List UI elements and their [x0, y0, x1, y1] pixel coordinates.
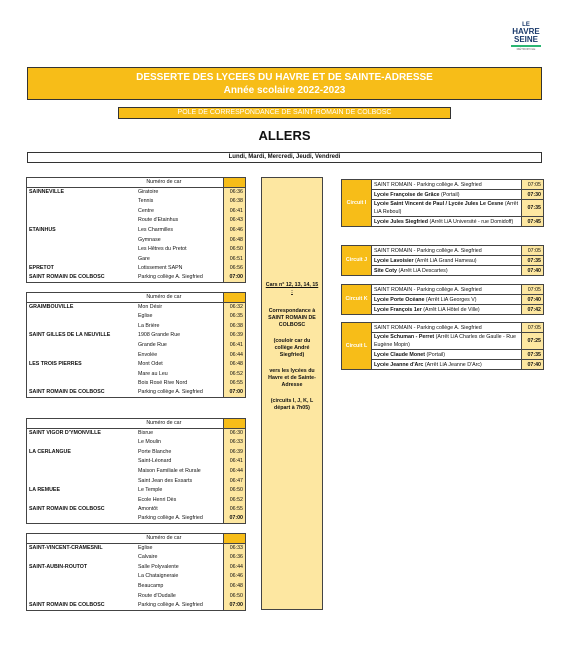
destination-name: SAINT ROMAIN - Parking collège A. Siegfried: [374, 247, 482, 254]
destination-name: Lycée François 1er: [374, 306, 422, 313]
arrival-time: 07:35: [522, 350, 544, 360]
stop-name: La Brière: [138, 322, 160, 329]
destination-name: Lycée Saint Vincent de Paul / Lycée Jules Le Cesne: [374, 201, 504, 207]
table-row: [27, 457, 246, 467]
stop-name: Mon Désir: [138, 304, 163, 311]
circuit-row: [342, 180, 544, 190]
table-row: [27, 331, 246, 341]
table-row: [27, 544, 246, 554]
town-name: [27, 197, 137, 207]
arrival-time: 07:40: [522, 295, 544, 305]
departure-time: 06:33: [223, 544, 245, 554]
departure-time: 06:33: [223, 438, 245, 448]
departure-time: 06:44: [223, 467, 245, 477]
stop-name: La Chataigneraie: [138, 573, 179, 580]
town-name: [27, 495, 137, 505]
destination: [372, 350, 522, 360]
table-row: [27, 429, 246, 439]
stop-name: Salle Polyvalente: [138, 563, 179, 570]
stop-name: Parking collège A. Siegfried: [136, 514, 223, 524]
stop-name: Bisrue: [138, 430, 154, 437]
car-number-cell: [223, 534, 245, 544]
timetable-block-4: [26, 533, 246, 611]
circuit-row: [342, 266, 544, 276]
circuit-l-table: [341, 322, 544, 370]
departure-time: 06:44: [223, 350, 245, 360]
table-row: [27, 495, 246, 505]
departure-time: 06:50: [223, 486, 245, 496]
car-number-header-row: [27, 534, 246, 544]
town-name: [27, 207, 137, 217]
stop-name: Maison Familiale et Rurale: [138, 467, 201, 474]
departure-time: 06:39: [223, 448, 245, 458]
stop-name: Saint Jean des Essarts: [138, 477, 193, 484]
town-name: SAINT VIGOR D'YMONVILLE: [27, 429, 137, 439]
page-title: DESSERTE DES LYCEES DU HAVRE ET DE SAINTE-ADRESSE: [136, 72, 433, 83]
town-name: SAINT ROMAIN DE COLBOSC: [27, 388, 137, 398]
town-name: [27, 254, 137, 264]
table-row: [27, 591, 246, 601]
timetable-block-3: [26, 418, 246, 524]
table-row: [27, 486, 246, 496]
destination-name: SAINT ROMAIN - Parking collège A. Siegfried: [374, 324, 482, 331]
circuit-row: [342, 350, 544, 360]
circuit-row: [342, 305, 544, 315]
circuits-departure: (circuits I, J, K, L départ à 7h05): [270, 398, 314, 411]
stop-name: Eglise: [138, 545, 153, 552]
car-number-cell: [223, 178, 245, 188]
destination-name: SAINT ROMAIN - Parking collège A. Siegfried: [374, 286, 482, 293]
departure-time: 06:48: [223, 582, 245, 592]
town-name: [27, 379, 137, 389]
departure-time: 06:48: [223, 235, 245, 245]
arrival-time: 07:05: [522, 246, 544, 256]
table-row: [27, 582, 246, 592]
arrival-time: 07:42: [522, 305, 544, 315]
table-row: [27, 245, 246, 255]
town-name: [27, 476, 137, 486]
departure-time: 07:00: [223, 601, 245, 611]
car-number-label: Numéro de car: [27, 534, 224, 544]
circuit-row: [342, 256, 544, 266]
circuit-row: [342, 190, 544, 200]
destination-stop: (Arrêt LiA Reboul): [374, 201, 519, 215]
stop-name: Le Temple: [138, 487, 163, 494]
arrival-time: 07:05: [522, 180, 544, 190]
town-name: ETAINHUS: [27, 226, 137, 236]
destination: [372, 305, 522, 315]
town-name: [27, 369, 137, 379]
circuit-row: [342, 360, 544, 370]
destination-name: Lycée Porte Océane: [374, 296, 425, 303]
title-banner: [27, 67, 542, 100]
correspondance-panel: [261, 177, 323, 610]
arrival-time: 07:30: [522, 190, 544, 200]
stop-name: Envolée: [138, 351, 158, 358]
town-name: [27, 322, 137, 332]
circuit-label: Circuit I: [342, 180, 372, 227]
table-row: [27, 448, 246, 458]
school-year: Année scolaire 2022-2023: [223, 85, 346, 96]
stop-name: Route d'Etainhus: [138, 217, 179, 224]
destination-stop: (Arrêt LiA Charles de Gaulle - Rue Eugène Mopin): [374, 334, 516, 348]
circuit-row: [342, 333, 544, 350]
departure-time: 06:48: [223, 360, 245, 370]
departure-time: 06:38: [223, 322, 245, 332]
departure-time: 06:50: [223, 245, 245, 255]
table-row: [27, 388, 246, 398]
logo-line-4: MÉTROPOLE: [516, 47, 536, 51]
destination: [372, 190, 522, 200]
table-row: [27, 341, 246, 351]
table-row: [27, 505, 246, 515]
departure-time: 06:41: [223, 457, 245, 467]
table-row: [27, 312, 246, 322]
stop-name: Parking collège A. Siegfried: [136, 388, 223, 398]
departure-time: 06:52: [223, 369, 245, 379]
departure-time: 06:39: [223, 331, 245, 341]
town-name: [27, 350, 137, 360]
stop-name: Amontôt: [138, 506, 158, 513]
destination-name: Lycée Jules Siegfried: [374, 218, 428, 225]
arrival-time: 07:40: [522, 266, 544, 276]
departure-time: 06:36: [223, 188, 245, 198]
circuit-row: [342, 295, 544, 305]
couloir-text: (couloir car du collège André Siegfried): [273, 338, 311, 358]
table-row: [27, 379, 246, 389]
departure-time: 06:50: [223, 591, 245, 601]
stop-name: Parking collège A. Siegfried: [136, 601, 223, 611]
stop-name: Porte Blanche: [138, 448, 172, 455]
table-row: [27, 553, 246, 563]
table-row: [27, 226, 246, 236]
town-name: SAINT GILLES DE LA NEUVILLE: [27, 331, 137, 341]
car-number-label: Numéro de car: [27, 293, 224, 303]
timetable-block-1: [26, 177, 246, 283]
stop-name: Les Charmilles: [138, 226, 174, 233]
town-name: [27, 553, 137, 563]
car-number-label: Numéro de car: [27, 419, 224, 429]
stop-name: Mare au Leu: [138, 370, 168, 377]
departure-time: 06:47: [223, 476, 245, 486]
town-name: SAINT ROMAIN DE COLBOSC: [27, 505, 137, 515]
table-row: [27, 601, 246, 611]
stop-name: Lotissement SAPN: [138, 265, 183, 272]
table-row: [27, 369, 246, 379]
town-name: LA CERLANGUE: [27, 448, 137, 458]
town-name: [27, 235, 137, 245]
havre-seine-logo: [506, 22, 546, 62]
table-row: [27, 438, 246, 448]
arrival-time: 07:35: [522, 256, 544, 266]
hub-subtitle: POLE DE CORRESPONDANCE DE SAINT-ROMAIN DE COLBOSC: [118, 107, 451, 119]
table-row: [27, 360, 246, 370]
destination-name: Lycée Jeanne d'Arc: [374, 361, 424, 368]
table-row: [27, 514, 246, 524]
car-number-header-row: [27, 419, 246, 429]
table-row: [27, 254, 246, 264]
table-row: [27, 216, 246, 226]
table-row: [27, 197, 246, 207]
departure-time: 06:51: [223, 254, 245, 264]
stop-name: Parking collège A. Siegfried: [136, 273, 223, 283]
destination: [372, 266, 522, 276]
destination-name: Lycée Schuman - Perret: [374, 334, 435, 340]
town-name: GRAIMBOUVILLE: [27, 303, 137, 313]
town-name: EPRETOT: [27, 264, 137, 274]
arrival-time: 07:05: [522, 323, 544, 333]
destination-name: SAINT ROMAIN - Parking collège A. Siegfried: [374, 181, 482, 188]
service-days: Lundi, Mardi, Mercredi, Jeudi, Vendredi: [27, 152, 542, 163]
town-name: [27, 216, 137, 226]
circuit-label: Circuit K: [342, 285, 372, 315]
town-name: [27, 572, 137, 582]
table-row: [27, 467, 246, 477]
table-row: [27, 322, 246, 332]
destination: [372, 360, 522, 370]
town-name: [27, 341, 137, 351]
departure-time: 06:35: [223, 312, 245, 322]
town-name: [27, 591, 137, 601]
destination: [372, 180, 522, 190]
destination-stop: (Arrêt LiA Grand Hameau): [413, 257, 477, 264]
stop-name: Les Hêtres du Pretot: [138, 246, 187, 253]
destination-name: Site Coty: [374, 267, 397, 274]
town-name: [27, 457, 137, 467]
departure-time: 06:30: [223, 429, 245, 439]
town-name: SAINT-VINCENT-CRAMESNIL: [27, 544, 137, 554]
destination: [372, 323, 522, 333]
logo-line-3: SEINE: [513, 35, 538, 44]
table-row: [27, 350, 246, 360]
destination-stop: (Arrêt LiA Jeanne D'Arc): [423, 361, 482, 368]
departure-time: 06:32: [223, 303, 245, 313]
departure-time: 06:52: [223, 495, 245, 505]
arrival-time: 07:45: [522, 217, 544, 227]
departure-time: 06:36: [223, 553, 245, 563]
stop-name: Bois Rosé Rive Nord: [138, 380, 188, 387]
destination: [372, 295, 522, 305]
departure-time: 06:55: [223, 505, 245, 515]
departure-time: 06:55: [223, 379, 245, 389]
destination-stop: (Portail): [425, 351, 446, 358]
destination-stop: (Arrêt LiA Hôtel de Ville): [421, 306, 480, 313]
stop-name: Tennis: [138, 198, 154, 205]
logo-line-2: HAVRE: [512, 27, 540, 36]
stop-name: Eglise: [138, 313, 153, 320]
circuit-label: Circuit J: [342, 246, 372, 276]
stop-name: Route d'Oudalle: [138, 592, 176, 599]
circuit-k-table: [341, 284, 544, 315]
destination: [372, 217, 522, 227]
destination-name: Lycée Françoise de Grâce: [374, 191, 440, 198]
circuit-row: [342, 200, 544, 217]
stop-name: Gymnase: [138, 236, 161, 243]
town-name: LES TROIS PIERRES: [27, 360, 137, 370]
stop-name: 1908 Grande Rue: [138, 332, 181, 339]
table-row: [27, 572, 246, 582]
stop-name: Le Moulin: [138, 439, 161, 446]
departure-time: 06:46: [223, 572, 245, 582]
table-row: [27, 188, 246, 198]
departure-time: 06:56: [223, 264, 245, 274]
arrival-time: 07:35: [522, 200, 544, 217]
car-number-header-row: [27, 178, 246, 188]
circuit-row: [342, 323, 544, 333]
car-number-cell: [223, 419, 245, 429]
destination-stop: (Portail): [439, 191, 460, 198]
table-row: [27, 264, 246, 274]
stop-name: Centre: [138, 207, 154, 214]
departure-time: 07:00: [223, 273, 245, 283]
arrival-time: 07:40: [522, 360, 544, 370]
destination: [372, 333, 522, 350]
town-name: [27, 438, 137, 448]
table-row: [27, 476, 246, 486]
departure-time: 06:38: [223, 197, 245, 207]
cars-list: Cars n° 12, 13, 14, 15 :: [265, 282, 319, 295]
stop-name: Saint-Léonard: [138, 458, 172, 465]
destination-name: Lycée Claude Monet: [374, 351, 426, 358]
town-name: [27, 245, 137, 255]
stop-name: Gare: [138, 255, 150, 262]
circuit-row: [342, 246, 544, 256]
town-name: [27, 467, 137, 477]
table-row: [27, 273, 246, 283]
circuit-i-table: [341, 179, 544, 227]
arrival-time: 07:25: [522, 333, 544, 350]
departure-time: 06:41: [223, 207, 245, 217]
town-name: [27, 312, 137, 322]
car-number-label: Numéro de car: [27, 178, 224, 188]
correspondance-text: Correspondance à SAINT ROMAIN DE COLBOSC: [268, 308, 316, 328]
town-name: SAINT ROMAIN DE COLBOSC: [27, 273, 137, 283]
destination: [372, 285, 522, 295]
stop-name: Beaucamp: [138, 582, 164, 589]
destination-text: vers les lycées du Havre et de Sainte-Adresse: [268, 368, 316, 388]
departure-time: 06:46: [223, 226, 245, 236]
timetable-block-2: [26, 292, 246, 398]
destination: [372, 256, 522, 266]
stop-name: Ecole Henri Dès: [138, 496, 177, 503]
destination-stop: (Arrêt LiA Georges V): [424, 296, 477, 303]
logo-line-1: LE: [522, 22, 530, 28]
circuit-j-table: [341, 245, 544, 276]
direction-heading: ALLERS: [258, 128, 311, 143]
destination: [372, 200, 522, 217]
circuit-label: Circuit L: [342, 323, 372, 370]
circuit-row: [342, 285, 544, 295]
destination-stop: (Arrêt LiA Université - rue Domidoff): [427, 218, 514, 225]
departure-time: 06:41: [223, 341, 245, 351]
destination: [372, 246, 522, 256]
destination-name: Lycée Lavoisier: [374, 257, 414, 264]
table-row: [27, 303, 246, 313]
table-row: [27, 235, 246, 245]
destination-stop: (Arrêt LiA Descartes): [396, 267, 448, 274]
stop-name: Grande Rue: [138, 341, 167, 348]
town-name: SAINT ROMAIN DE COLBOSC: [27, 601, 137, 611]
town-name: [27, 582, 137, 592]
departure-time: 06:43: [223, 216, 245, 226]
stop-name: Giratoire: [138, 189, 159, 196]
stop-name: Mont Odet: [138, 361, 163, 368]
departure-time: 06:44: [223, 563, 245, 573]
town-name: LA REMUEE: [27, 486, 137, 496]
town-name: SAINNEVILLE: [27, 188, 137, 198]
table-row: [27, 207, 246, 217]
stop-name: Calvaire: [138, 554, 158, 561]
car-number-header-row: [27, 293, 246, 303]
town-name: SAINT-AUBIN-ROUTOT: [27, 563, 137, 573]
town-name: [27, 514, 137, 524]
circuit-row: [342, 217, 544, 227]
car-number-cell: [223, 293, 245, 303]
departure-time: 07:00: [223, 514, 245, 524]
table-row: [27, 563, 246, 573]
departure-time: 07:00: [223, 388, 245, 398]
arrival-time: 07:05: [522, 285, 544, 295]
